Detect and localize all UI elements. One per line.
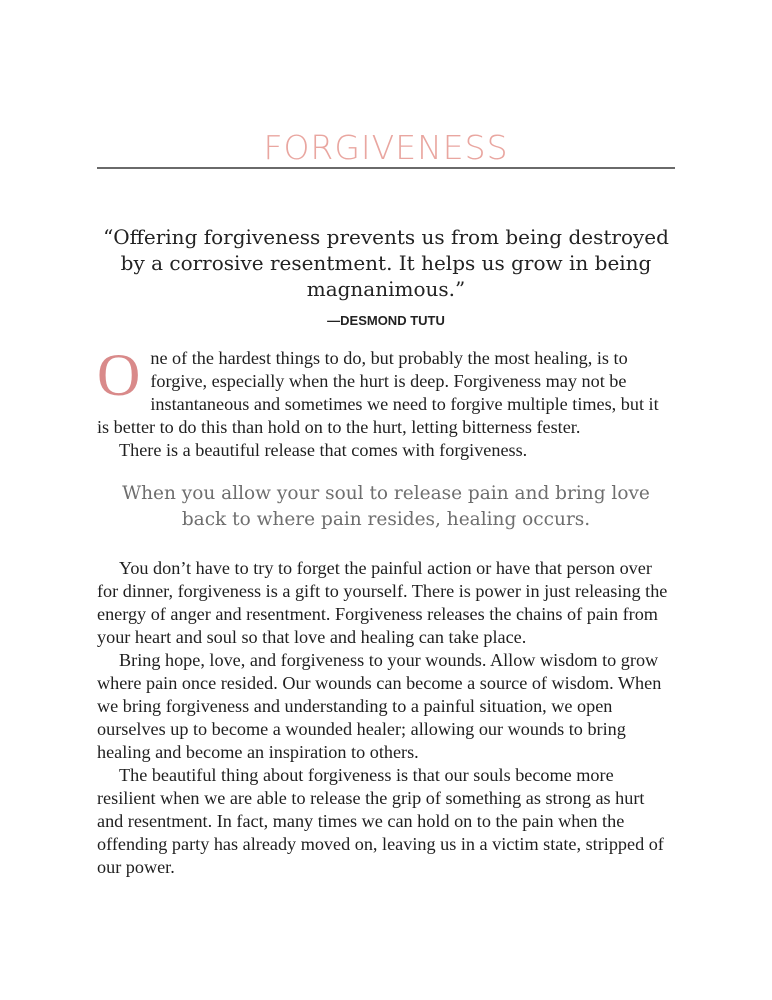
quote-attribution: —DESMOND TUTU bbox=[327, 313, 445, 328]
pull-quote: When you allow your soul to release pain and bring love back to where pain resides, healing occurs. bbox=[122, 483, 650, 530]
page-title: FORGIVENESS bbox=[263, 128, 509, 167]
body-paragraph-1: You don’t have to try to forget the painful action or have that person over for dinner, forgiveness is a gift to yourself. There is power in just releasing the energy of anger and resentment. Forgiveness releases the chains of pain from your heart and soul so that love and healing can take place. bbox=[97, 558, 668, 647]
body-paragraph-3: The beautiful thing about forgiveness is that our souls become more resilient when we are able to release the grip of something as strong as hurt and resentment. In fact, many times we can hold on to the pain when the offending party has already moved on, leaving us in a victim state, stripped of our power. bbox=[97, 765, 664, 877]
epigraph-quote: “Offering forgiveness prevents us from being destroyed by a corrosive resentment. It helps us grow in being magnanimous.” bbox=[103, 225, 669, 301]
drop-cap: O bbox=[97, 342, 141, 408]
title-divider bbox=[97, 167, 675, 169]
intro-second-paragraph: There is a beautiful release that comes with forgiveness. bbox=[119, 440, 528, 460]
intro-section bbox=[97, 342, 675, 462]
body-paragraph-2: Bring hope, love, and forgiveness to your wounds. Allow wisdom to grow where pain once resided. Our wounds can become a source of wisdom. When we bring forgiveness and understanding to a painful situation, we open ourselves up to become a wounded healer; allowing our wounds to bring healing and become an inspiration to others. bbox=[97, 650, 662, 762]
intro-paragraph-text: ne of the hardest things to do, but probably the most healing, is to forgive, especially when the hurt is deep. Forgiveness may not be instantaneous and sometimes we need to forgive multiple times, but it is better to do this than hold on to the hurt, letting bitterness fester. bbox=[97, 348, 659, 437]
intro-paragraph bbox=[97, 342, 675, 439]
body-text bbox=[97, 557, 675, 879]
